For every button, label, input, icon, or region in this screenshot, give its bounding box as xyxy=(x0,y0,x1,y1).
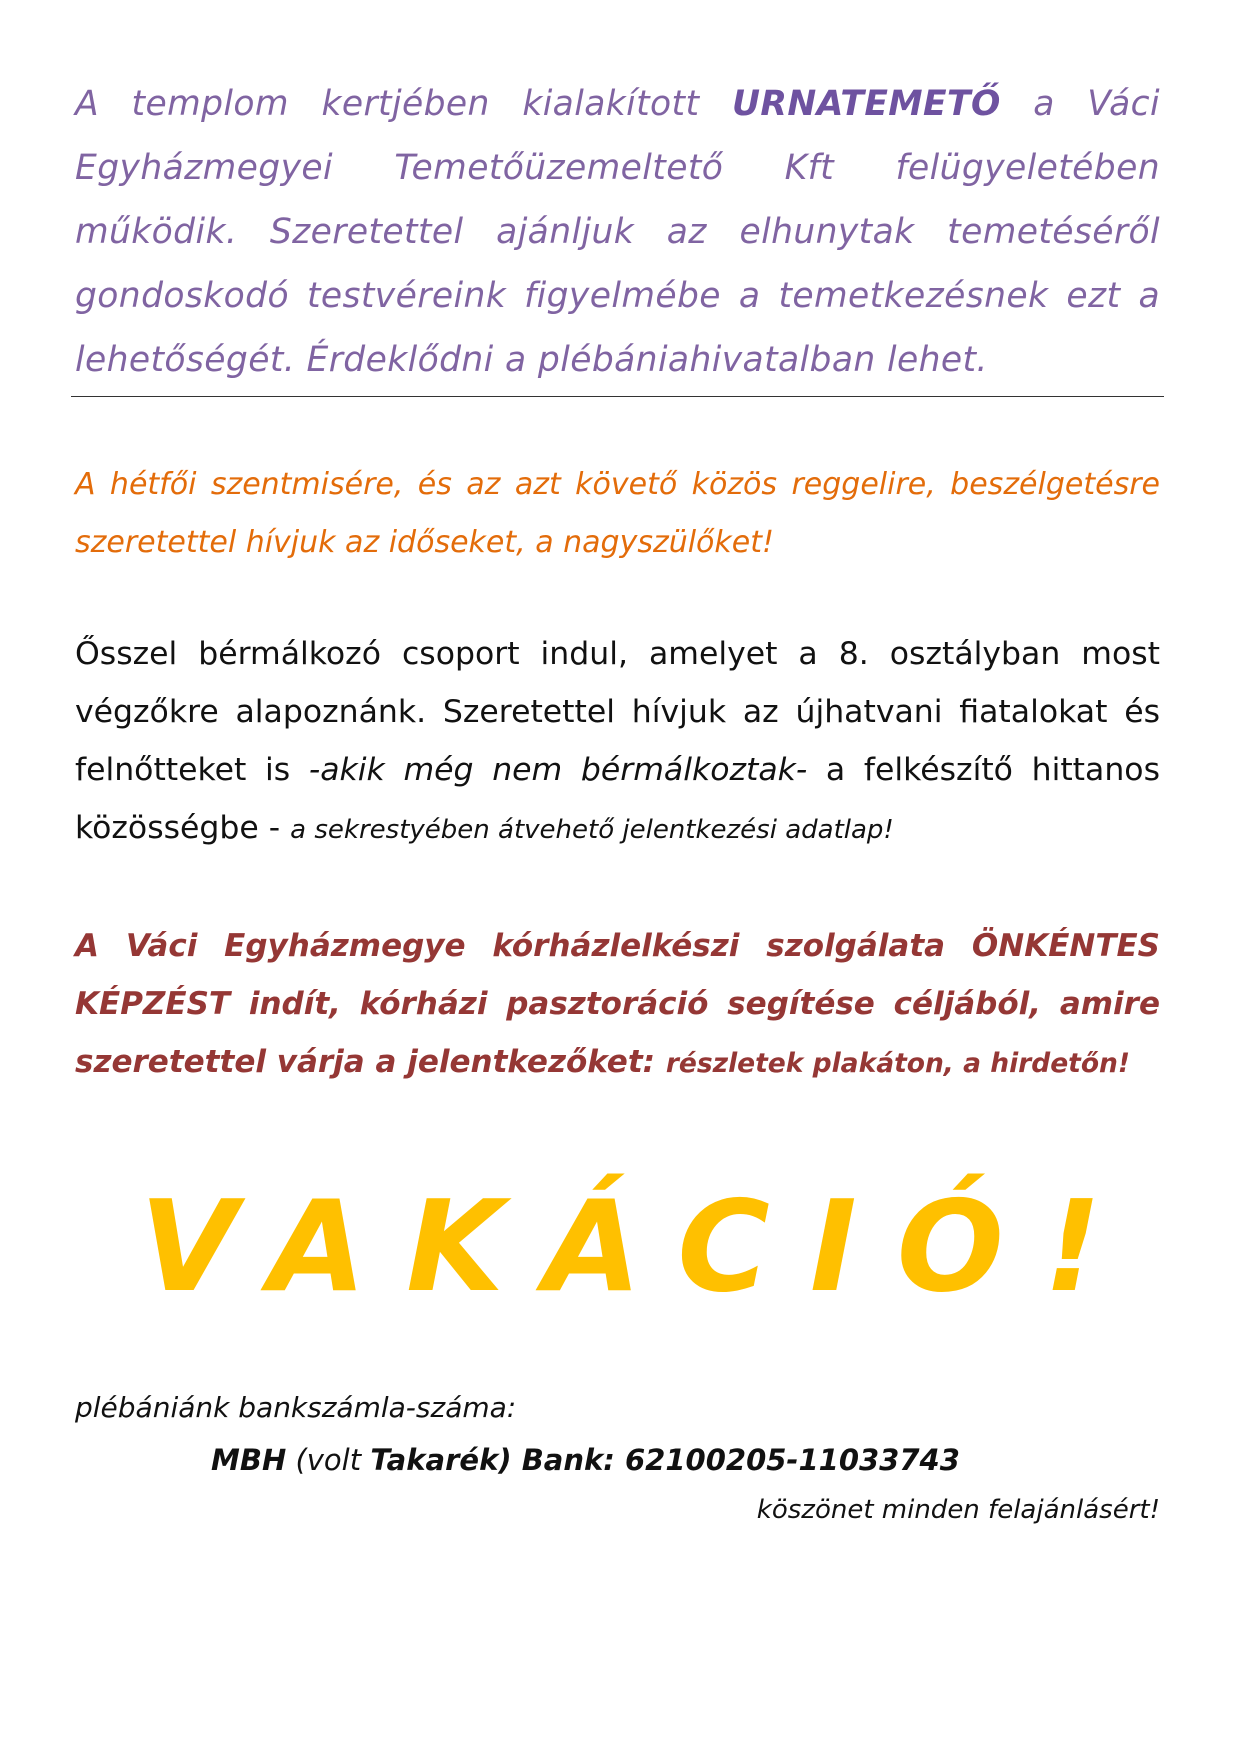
hospital-ministry-text: A Váci Egyházmegye kórházlelkészi szolgálata ÖNKÉNTES KÉPZÉST indít, kórházi pasztoráció segítése céljából, amire szeretettel várja a jelentkezőket: xyxy=(75,928,1160,1080)
confirmation-text-after: a felkészítő hittanos közösségbe - xyxy=(75,752,1160,846)
urn-cemetery-body: a Váci Egyházmegyei Temetőüzemeltető Kft felügyeletében működik. Szeretettel ajánljuk az elhunytak temetéséről gondoskodó testvéreink figyelmébe a temetkezésnek ezt a lehetőségét. Érdeklődni a plébániahivatalban lehet. xyxy=(75,84,1160,380)
bank-account-label: plébániánk bankszámla-száma: xyxy=(75,1391,517,1424)
confirmation-text: Ősszel bérmálkozó csoport indul, amelyet a 8. osztályban most végzőkre alapoznánk. Szeretettel hívjuk az újhatvani fiatalokat és felnőtteket is xyxy=(75,636,1160,788)
thanks-note: köszönet minden felajánlásért! xyxy=(756,1495,1160,1525)
bank-name-mbh: MBH xyxy=(211,1443,287,1477)
bank-name-former: (volt xyxy=(286,1443,371,1477)
bank-account-number: Bank: 62100205-11033743 xyxy=(511,1443,960,1477)
confirmation-paragraph xyxy=(75,625,1160,859)
bank-name-takarek: Takarék) xyxy=(370,1443,512,1477)
urn-cemetery-highlight: URNATEMETŐ xyxy=(731,84,1001,124)
hospital-ministry-note: részletek plakáton, a hirdetőn! xyxy=(665,1048,1130,1079)
urn-cemetery-paragraph xyxy=(75,72,1160,392)
bank-account-line xyxy=(211,1440,960,1480)
confirmation-italic-text: -akik még nem bérmálkoztak- xyxy=(308,752,808,788)
vacation-headline: VAKÁCIÓ! xyxy=(139,1173,1142,1320)
hospital-ministry-paragraph xyxy=(75,917,1160,1093)
section-divider xyxy=(71,396,1164,397)
urn-cemetery-intro: A templom kertjében kialakított xyxy=(75,84,732,124)
monday-mass-paragraph: A hétfői szentmisére, és az azt követő közös reggelire, beszélgetésre szeretettel hívjuk az időseket, a nagyszülőket! xyxy=(75,467,1160,560)
confirmation-note: a sekrestyében átvehető jelentkezési adatlap! xyxy=(290,815,894,845)
